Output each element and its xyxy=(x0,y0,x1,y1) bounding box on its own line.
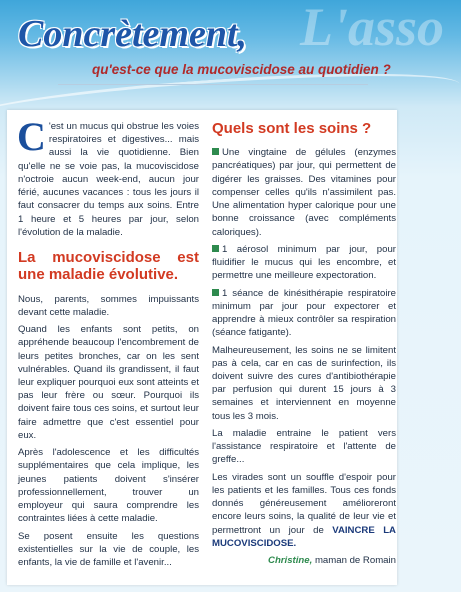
square-bullet-icon xyxy=(212,148,219,155)
left-paragraph: Nous, parents, sommes impuissants devant cette maladie. xyxy=(18,293,199,318)
right-paragraph: Malheureusement, les soins ne se limitent pas à cela, car en cas de surinfection, ils doivent suivre des cures d'antibiothérapie par perfusion qui durent 15 jours à 3 semaines et interviennent en moyenne tous les 3 mois. xyxy=(212,344,396,422)
header-divider xyxy=(58,84,368,85)
closing-text: Les virades sont un souffle d'espoir pour les patients et les familles. Tous ces fonds donnés généreusement amélioreront encore leurs soins, la qualité de leur vie et permettront un jour de xyxy=(212,471,396,536)
left-paragraph: Quand les enfants sont petits, on appréhende beaucoup l'encombrement de leurs petites bronches, car on les sent vulnérables. Quand ils grandissent, il faut leur expliquer pourquoi eux sont atteints et pas leur frère ou sœur. Pourquoi ils doivent faire tous ces soins, et surtout leur faire admettre que c'est essentiel pour eux. xyxy=(18,324,199,441)
signature-role: maman de Romain xyxy=(314,555,396,567)
care-item xyxy=(212,243,396,283)
closing-paragraph xyxy=(212,471,396,550)
care-item xyxy=(212,287,396,340)
care-item xyxy=(212,146,396,239)
care-item-text: 1 aérosol minimum par jour, pour fluidifier le mucus qui les encombre, et permettre une meilleure expectoration. xyxy=(212,243,396,282)
square-bullet-icon xyxy=(212,245,219,252)
square-bullet-icon xyxy=(212,289,219,296)
right-paragraph: La maladie entraine le patient vers l'assistance respiratoire et l'attente de greffe... xyxy=(212,427,396,466)
closing-emphasis: VAINCRE LA MUCOVISCIDOSE. xyxy=(212,524,396,549)
drop-cap: C xyxy=(17,114,46,159)
page-subtitle: qu'est-ce que la mucoviscidose au quotidien ? xyxy=(92,62,391,77)
signature xyxy=(212,554,396,567)
left-column xyxy=(17,114,199,573)
left-heading: La mucoviscidose est une maladie évolutive. xyxy=(18,249,199,284)
intro-paragraph xyxy=(17,114,199,239)
page-title: Concrètement, xyxy=(18,13,248,55)
care-item-text: Une vingtaine de gélules (enzymes pancréatiques) par jour, qui permettent de digérer les graisses. Des vitamines pour compenser celles qu'ils n'assimilent pas. Une alimentation hyper calorique pour une bonne croissance (avec compléments caloriques). xyxy=(212,147,396,238)
background-ghost-text: L'asso xyxy=(300,0,445,57)
left-paragraph: Après l'adolescence et les difficultés supplémentaires que cela implique, les jeunes patients doivent s'insérer professionnellement, trouver un employeur qui saura comprendre les contraintes liées à cette maladie. xyxy=(18,447,199,525)
right-column xyxy=(212,120,396,571)
intro-text: 'est un mucus qui obstrue les voies respiratoires et digestives... mais aussi la vie quotidienne. Bien qu'elle ne se voie pas, la mucoviscidose n'octroie aucun week-end, aucun jour férié, aucunes vacances : tous les jours il faut consacrer du temps aux soins. Entre 1 heure et 5 heures par jour, selon l'évolution de la maladie. xyxy=(18,121,199,238)
signature-name: Christine, xyxy=(268,555,313,567)
right-heading: Quels sont les soins ? xyxy=(212,120,372,137)
care-item-text: 1 séance de kinésithérapie respiratoire minimum par jour pour expectorer et apprendre à mieux contrôler sa respiration (séance fatigante). xyxy=(212,287,396,339)
left-paragraph: Se posent ensuite les questions existentielles sur la vie de couple, les enfants, la vie de famille et l'avenir... xyxy=(18,530,199,569)
